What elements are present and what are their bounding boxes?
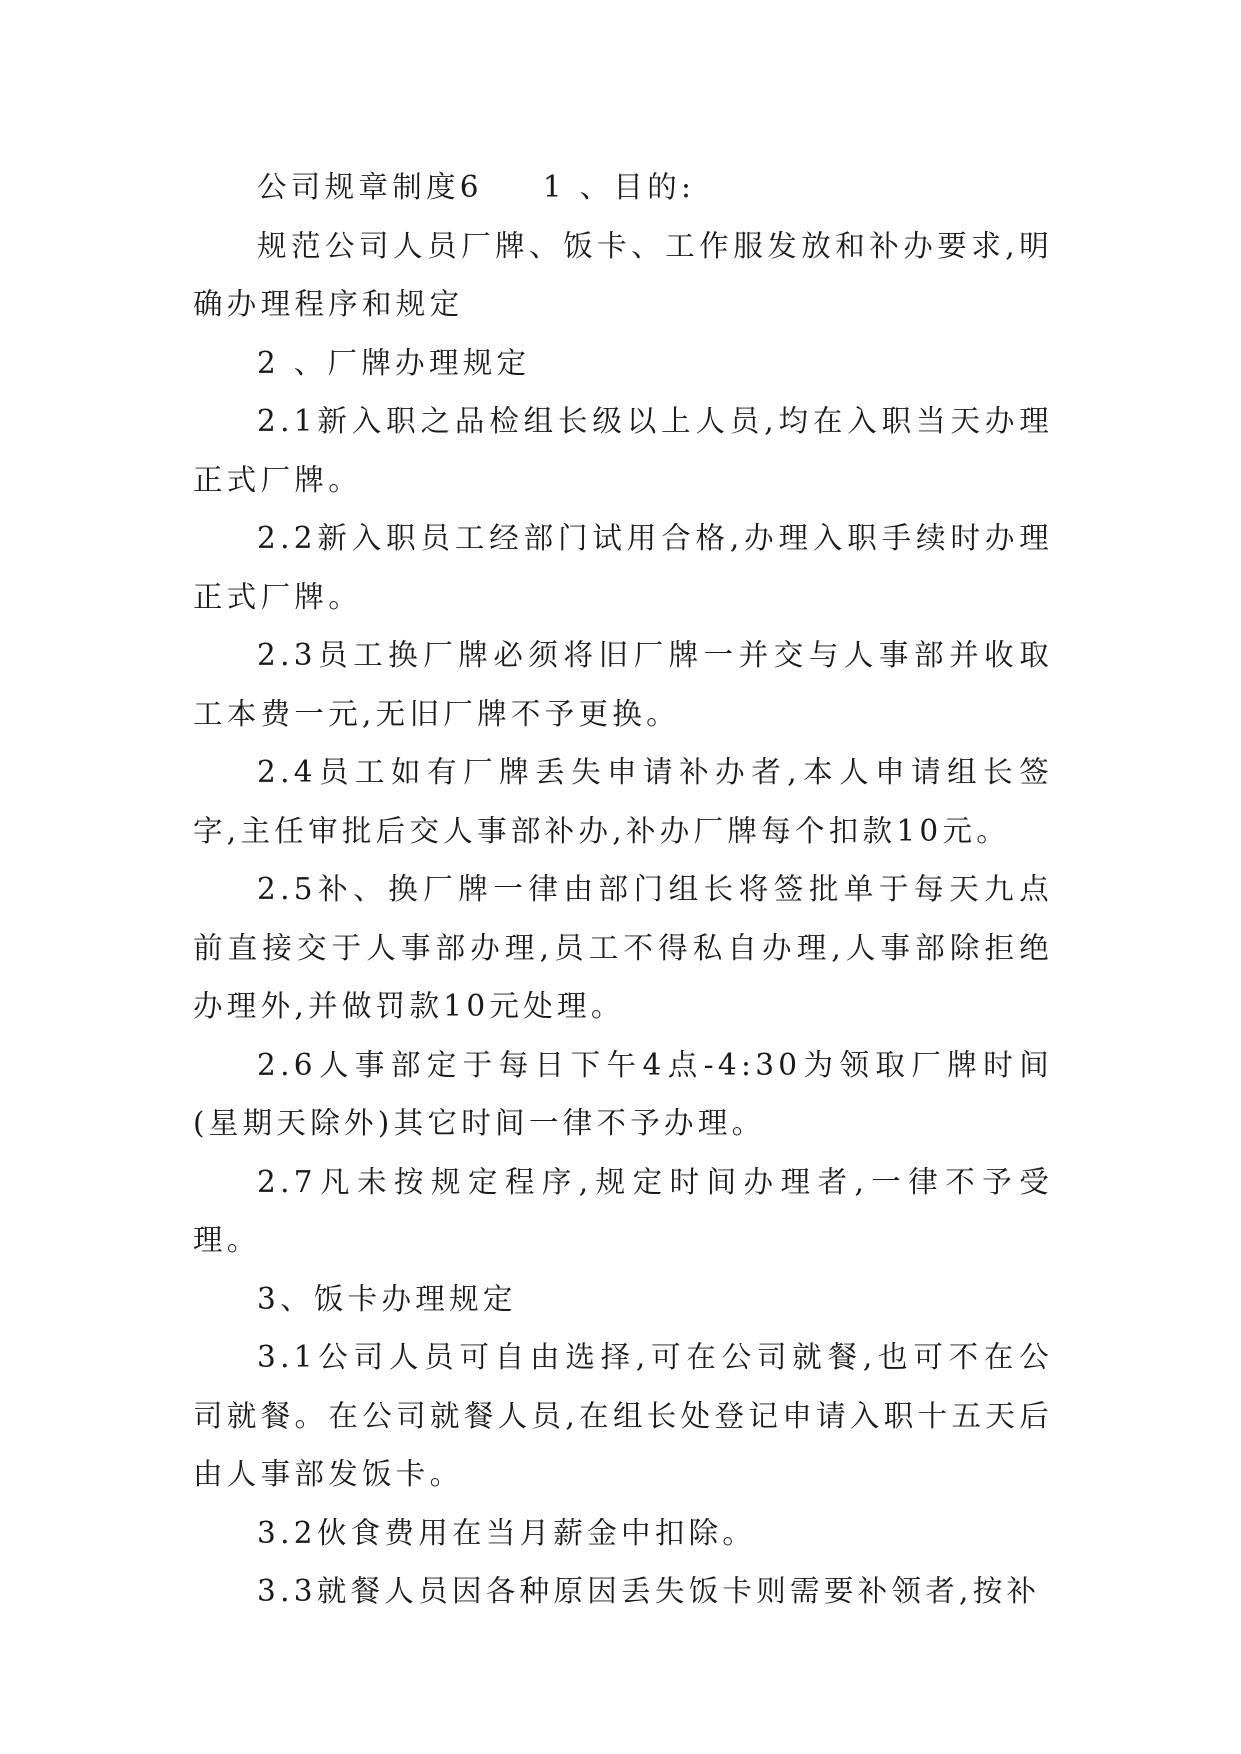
document-title-line: [193, 158, 1053, 217]
paragraph-2-1: 2.1新入职之品检组长级以上人员,均在入职当天办理正式厂牌。: [193, 404, 1053, 497]
paragraph-3-1: 3.1公司人员可自由选择,可在公司就餐,也可不在公司就餐。在公司就餐人员,在组长处登记申请入职十五天后由人事部发饭卡。: [193, 1340, 1053, 1491]
paragraph-3-3: 3.3就餐人员因各种原因丢失饭卡则需要补领者,按补: [257, 1574, 1041, 1608]
paragraph-2-5: 2.5补、换厂牌一律由部门组长将签批单于每天九点前直接交于人事部办理,员工不得私自办理,人事部除拒绝办理外,并做罚款10元处理。: [193, 872, 1053, 1023]
section-heading-1: 1 、目的:: [542, 170, 696, 204]
paragraph-2-3: 2.3员工换厂牌必须将旧厂牌一并交与人事部并收取工本费一元,无旧厂牌不予更换。: [193, 638, 1053, 731]
document-body: [193, 158, 1053, 1621]
section-heading-2: 2 、厂牌办理规定: [257, 345, 531, 380]
paragraph-2-7: 2.7凡未按规定程序,规定时间办理者,一律不予受理。: [193, 1164, 1053, 1257]
paragraph-purpose: 规范公司人员厂牌、饭卡、工作服发放和补办要求,明确办理程序和规定: [193, 228, 1053, 321]
paragraph-3-2: 3.2伙食费用在当月薪金中扣除。: [257, 1515, 757, 1550]
paragraph-2-2: 2.2新入职员工经部门试用合格,办理入职手续时办理正式厂牌。: [193, 521, 1053, 614]
section-heading-3: 3、饭卡办理规定: [257, 1281, 517, 1316]
document-title: 公司规章制度6: [257, 170, 483, 204]
paragraph-2-4: 2.4员工如有厂牌丢失申请补办者,本人申请组长签字,主任审批后交人事部补办,补办厂牌每个扣款10元。: [193, 755, 1053, 848]
paragraph-2-6: 2.6人事部定于每日下午4点-4:30为领取厂牌时间(星期天除外)其它时间一律不予办理。: [193, 1047, 1053, 1140]
